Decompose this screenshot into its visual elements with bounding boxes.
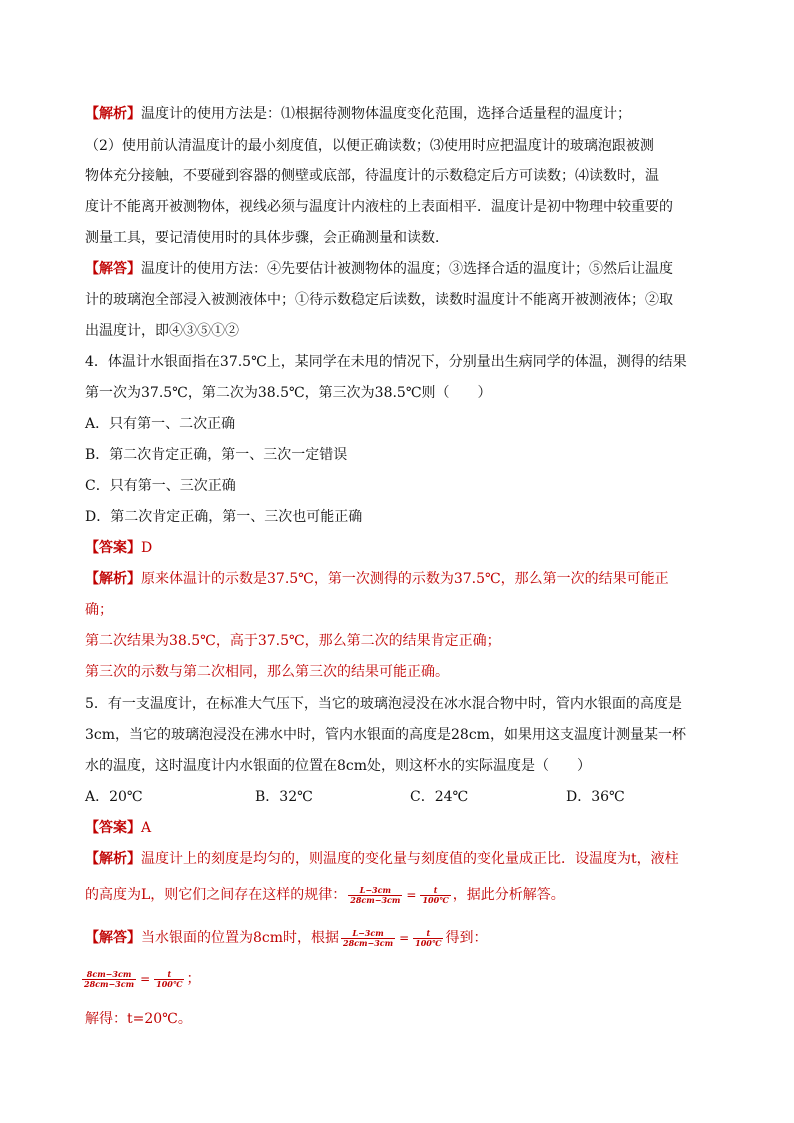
q5-analysis-tag: 【解析】 [85, 851, 141, 867]
formula-fraction-4 [413, 929, 443, 948]
solution-text: 温度计的使用方法：④先要估计被测物体的温度；③选择合适的温度计；⑤然后让温度 [141, 261, 673, 277]
q5-option-b: B．32℃ [255, 789, 313, 805]
fraction-6-numerator: t [154, 970, 184, 980]
formula-fraction-3 [341, 929, 395, 948]
solution-line-2: 计的玻璃泡全部浸入被测液体中；①待示数稳定后读数，读数时温度计不能离开被测液体；②取 [85, 292, 673, 308]
fraction-5-numerator: 8cm−3cm [82, 970, 136, 980]
solution-tag: 【解答】 [85, 261, 141, 277]
formula-fraction-5 [82, 970, 136, 989]
fraction-6-denominator: 100℃ [156, 978, 183, 989]
q4-option-a: A．只有第一、二次正确 [85, 416, 236, 432]
q5-option-d: D．36℃ [566, 789, 625, 805]
q5-stem-line-1: 5．有一支温度计，在标准大气压下，当它的玻璃泡浸没在冰水混合物中时，管内水银面的高度是 [85, 696, 682, 712]
q4-analysis-line-2: 确； [85, 602, 113, 618]
solution-line-1 [85, 259, 725, 279]
q5-stem-line-3: 水的温度，这时温度计内水银面的位置在8cm处，则这杯水的实际温度是（ ） [85, 758, 592, 774]
q4-analysis-line-4: 第三次的示数与第二次相同，那么第三次的结果可能正确。 [85, 664, 449, 680]
fraction-1-denominator: 28cm−3cm [350, 894, 401, 905]
q5-solution-semicolon: ； [186, 971, 201, 987]
fraction-5-denominator: 28cm−3cm [84, 978, 135, 989]
q5-analysis-post: ，据此分析解答。 [452, 887, 565, 903]
fraction-3-numerator: L−3cm [341, 929, 395, 939]
q5-answer-tag: 【答案】 [85, 820, 141, 836]
q4-option-d: D．第二次肯定正确，第一、三次也可能正确 [85, 509, 363, 525]
q4-answer-value: D [141, 540, 153, 556]
q4-analysis-text: 原来体温计的示数是37.5℃，第一次测得的示数为37.5℃，那么第一次的结果可能正 [141, 571, 669, 587]
q4-analysis-tag: 【解析】 [85, 571, 141, 587]
equals-sign-2: = [399, 931, 410, 945]
analysis-tag: 【解析】 [85, 106, 141, 122]
q5-analysis-text: 温度计上的刻度是均匀的，则温度的变化量与刻度值的变化量成正比．设温度为t，液柱 [141, 851, 679, 867]
q4-answer-line [85, 538, 725, 558]
q5-option-c: C．24℃ [410, 789, 469, 805]
q4-stem-line-2: 第一次为37.5℃，第二次为38.5℃，第三次为38.5℃则（ ） [85, 385, 492, 401]
q4-option-c: C．只有第一、三次正确 [85, 478, 236, 494]
q5-answer-value: A [141, 820, 152, 836]
analysis-line-4: 度计不能离开被测物体，视线必须与温度计内液柱的上表面相平．温度计是初中物理中较重要的 [85, 199, 673, 215]
analysis-line-3: 物体充分接触，不要碰到容器的侧壁或底部，待温度计的示数稳定后方可读数；⑷读数时，温 [85, 168, 659, 184]
analysis-text: 温度计的使用方法是：⑴根据待测物体温度变化范围，选择合适量程的温度计； [141, 106, 631, 122]
equals-sign: = [406, 888, 417, 902]
analysis-line-5: 测量工具，要记清使用时的具体步骤，会正确测量和读数． [85, 230, 449, 246]
q5-stem-line-2: 3cm，当它的玻璃泡浸没在沸水中时，管内水银面的高度是28cm，如果用这支温度计测量某一杯 [85, 727, 686, 743]
q5-solution-pre: 当水银面的位置为8cm时，根据 [141, 930, 340, 946]
q5-solution-line-2 [82, 966, 722, 992]
formula-fraction-1 [348, 886, 402, 905]
formula-fraction-6 [154, 970, 184, 989]
analysis-line-2: （2）使用前认清温度计的最小刻度值，以便正确读数；⑶使用时应把温度计的玻璃泡跟被测 [85, 138, 654, 154]
formula-fraction-2 [420, 886, 450, 905]
q5-analysis-line-2 [85, 882, 725, 908]
q5-analysis-line-1 [85, 849, 725, 869]
fraction-4-numerator: t [413, 929, 443, 939]
q5-option-a: A．20℃ [85, 789, 143, 805]
analysis-line-1 [85, 104, 725, 124]
q5-answer-line [85, 818, 725, 838]
solution-line-3: 出温度计，即④③⑤①② [85, 323, 239, 339]
equals-sign-3: = [140, 972, 151, 986]
q5-solution-tag: 【解答】 [85, 930, 141, 946]
fraction-4-denominator: 100℃ [415, 937, 442, 948]
q4-analysis-line-1 [85, 569, 725, 589]
q5-solution-line-3: 解得：t=20℃。 [85, 1011, 192, 1027]
q4-option-b: B．第二次肯定正确，第一、三次一定错误 [85, 447, 348, 463]
q5-solution-line-1 [85, 925, 725, 951]
q4-answer-tag: 【答案】 [85, 540, 141, 556]
fraction-2-numerator: t [420, 886, 450, 896]
fraction-1-numerator: L−3cm [348, 886, 402, 896]
fraction-2-denominator: 100℃ [422, 894, 449, 905]
q4-analysis-line-3: 第二次结果为38.5℃，高于37.5℃，那么第二次的结果肯定正确； [85, 633, 501, 649]
q5-analysis-pre: 的高度为L，则它们之间存在这样的规律： [85, 887, 347, 903]
q5-solution-post: 得到： [445, 930, 488, 946]
fraction-3-denominator: 28cm−3cm [343, 937, 394, 948]
q4-stem-line-1: 4．体温计水银面指在37.5℃上，某同学在未甩的情况下，分别量出生病同学的体温，测得的结果 [85, 354, 687, 370]
